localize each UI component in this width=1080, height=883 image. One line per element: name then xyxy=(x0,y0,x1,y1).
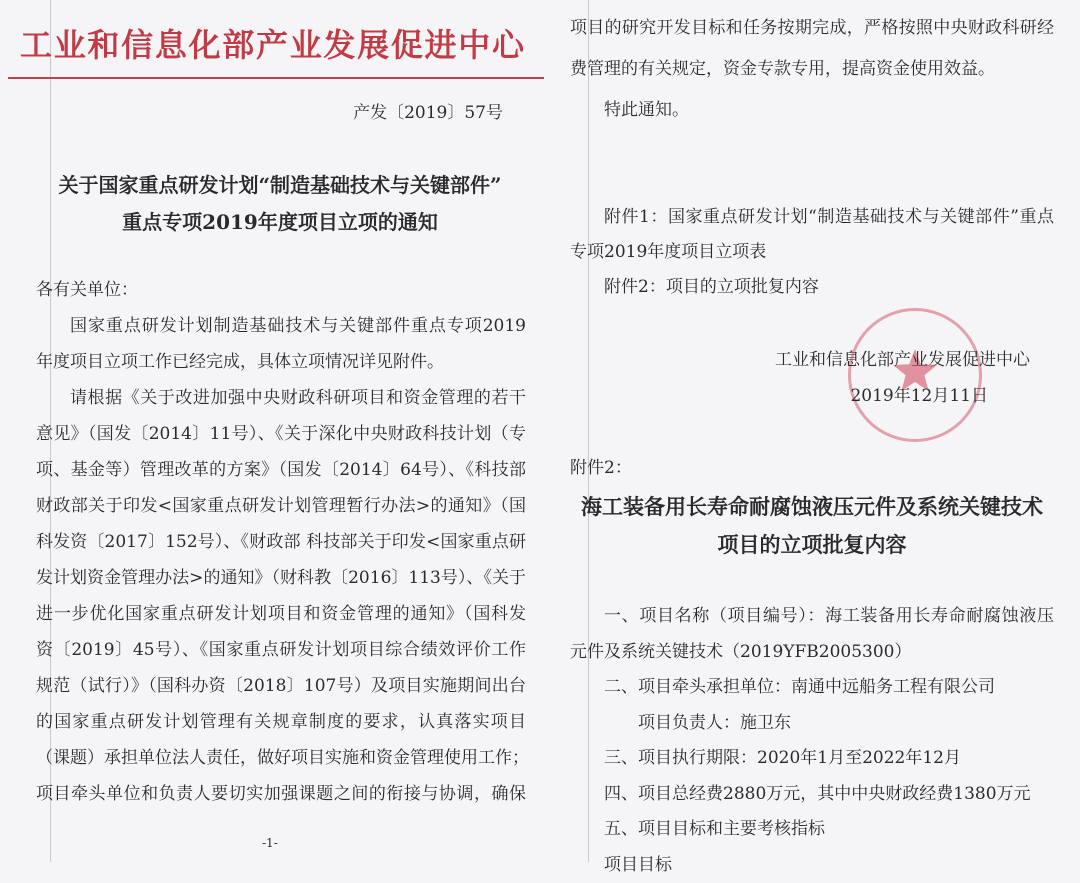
signature-org: 工业和信息化部产业发展促进中心 xyxy=(775,342,1030,378)
notice-title xyxy=(30,167,530,241)
attachments-list xyxy=(570,200,1054,305)
annex-items xyxy=(570,599,1054,883)
body-line: （课题）承担单位法人责任，做好项目实施和资金管理使用工作； xyxy=(36,740,526,776)
title-line: 关于国家重点研发计划“制造基础技术与关键部件” xyxy=(30,167,530,204)
annex-item: 项目目标 xyxy=(570,848,1054,883)
document-number: 产发〔2019〕57号 xyxy=(353,98,503,123)
page-number: -1- xyxy=(262,836,278,850)
body-line: 意见》（国发〔2014〕11号）、《关于深化中央财政科技计划（专 xyxy=(36,416,526,452)
body-line: 资〔2019〕45号）、《国家重点研发计划项目综合绩效评价工作 xyxy=(36,632,526,668)
body-line: 发计划资金管理办法>的通知》（财科教〔2016〕113号）、《关于 xyxy=(36,560,526,596)
body-line: 规范（试行）》（国科办资〔2018〕107号）及项目实施期间出台 xyxy=(36,668,526,704)
annex-item: 五、项目目标和主要考核指标 xyxy=(570,812,1054,848)
annex-label: 附件2： xyxy=(570,450,632,486)
salutation: 各有关单位： xyxy=(36,272,138,308)
body-line: 年度项目立项工作已经完成，具体立项情况详见附件。 xyxy=(36,344,526,380)
annex-item: 三、项目执行期限：2020年1月至2022年12月 xyxy=(570,741,1054,777)
annex-item: 二、项目牵头承担单位：南通中远船务工程有限公司 xyxy=(570,670,1054,706)
letterhead: 工业和信息化部产业发展促进中心 xyxy=(20,20,525,70)
body-line: 的国家重点研发计划管理有关规章制度的要求，认真落实项目 xyxy=(36,704,526,740)
body-line: 科发资〔2017〕152号）、《财政部 科技部关于印发<国家重点研 xyxy=(36,524,526,560)
annex-title xyxy=(570,488,1054,564)
signature-block xyxy=(775,342,1030,414)
body-line: 财政部关于印发<国家重点研发计划管理暂行办法>的通知》（国 xyxy=(36,488,526,524)
body-line: 项目牵头单位和负责人要切实加强课题之间的衔接与协调，确保 xyxy=(36,776,526,812)
title-line: 重点专项2019年度项目立项的通知 xyxy=(30,204,530,241)
signature-date: 2019年12月11日 xyxy=(775,378,1030,414)
body-line: 国家重点研发计划制造基础技术与关键部件重点专项2019 xyxy=(36,308,526,344)
body-line: 请根据《关于改进加强中央财政科研项目和资金管理的若干 xyxy=(36,380,526,416)
closing-text: 特此通知。 xyxy=(570,90,1054,131)
body-line: 费管理的有关规定，资金专款专用，提高资金使用效益。 xyxy=(570,49,1054,90)
annex-item: 一、项目名称（项目编号）：海工装备用长寿命耐腐蚀液压 xyxy=(570,599,1054,635)
body-line: 进一步优化国家重点研发计划项目和资金管理的通知》（国科发 xyxy=(36,596,526,632)
title-line: 项目的立项批复内容 xyxy=(570,526,1054,564)
annex-item: 元件及系统关键技术（2019YFB2005300） xyxy=(570,635,1054,671)
title-line: 海工装备用长寿命耐腐蚀液压元件及系统关键技术 xyxy=(570,488,1054,526)
body-line: 项目的研究开发目标和任务按期完成，严格按照中央财政科研经 xyxy=(570,8,1054,49)
notice-body xyxy=(36,308,526,812)
attachment-item: 专项2019年度项目立项表 xyxy=(570,235,1054,270)
notice-body-continued xyxy=(570,8,1054,131)
letterhead-rule xyxy=(8,77,544,79)
body-line: 项、基金等）管理改革的方案》（国发〔2014〕64号）、《科技部 xyxy=(36,452,526,488)
attachment-item: 附件1：国家重点研发计划“制造基础技术与关键部件”重点 xyxy=(570,200,1054,235)
annex-item: 项目负责人：施卫东 xyxy=(570,706,1054,742)
annex-item: 四、项目总经费2880万元，其中中央财政经费1380万元 xyxy=(570,777,1054,813)
attachment-item: 附件2：项目的立项批复内容 xyxy=(570,270,1054,305)
